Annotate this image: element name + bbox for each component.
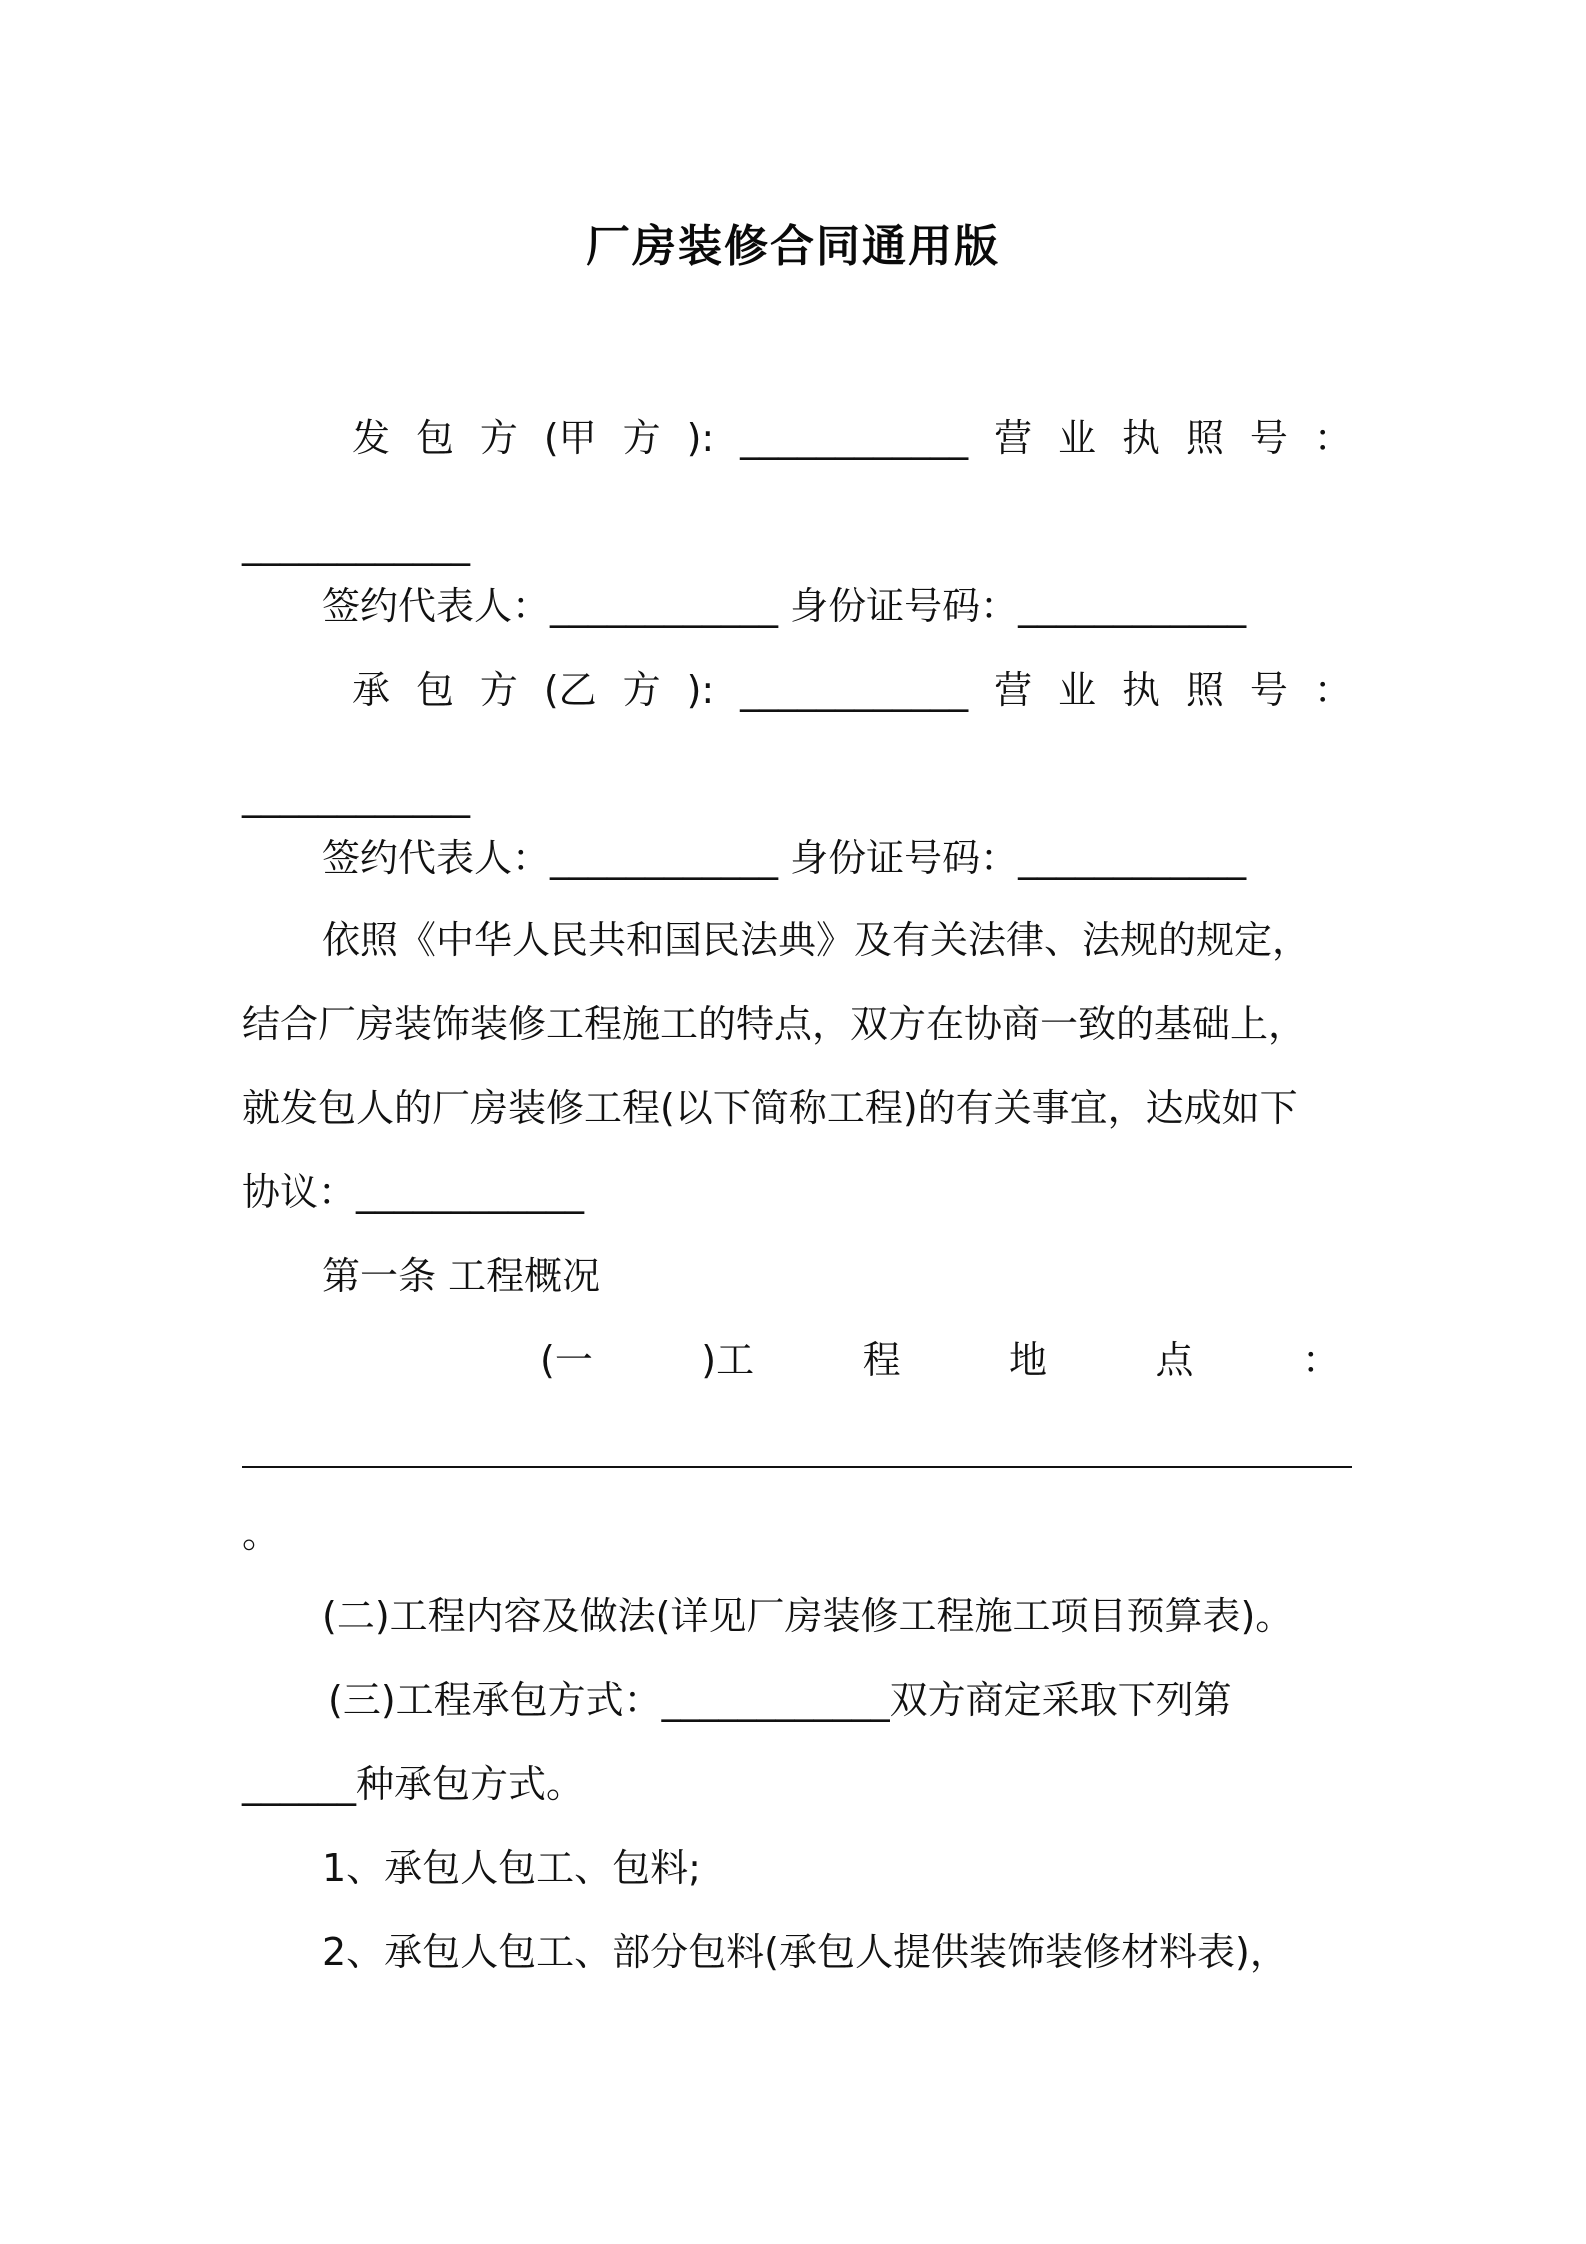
party-b-char: 方 bbox=[479, 668, 518, 712]
party-b-char: 号 bbox=[1249, 668, 1288, 712]
party-b-char: 包 bbox=[415, 668, 454, 712]
party-a-char: 方 bbox=[479, 416, 518, 460]
party-b-representative-line: 签约代表人：____________ 身份证号码：____________ bbox=[322, 836, 1247, 880]
party-a-representative-line: 签约代表人：____________ 身份证号码：____________ bbox=[322, 584, 1247, 628]
party-b-line bbox=[352, 664, 1352, 716]
party-a-char: 照 bbox=[1185, 416, 1224, 460]
party-a-char: 发 bbox=[352, 416, 391, 460]
party-a-char: ： bbox=[1313, 416, 1352, 460]
party-b-char: 照 bbox=[1185, 668, 1224, 712]
party-b-char: 承 bbox=[352, 668, 391, 712]
location-char: 点 bbox=[1155, 1338, 1194, 1382]
article-1-item-3-line-1: (三)工程承包方式：____________双方商定采取下列第 bbox=[328, 1678, 1232, 1722]
party-b-char: 执 bbox=[1122, 668, 1161, 712]
party-a-char: ): bbox=[686, 416, 715, 460]
document-title: 厂房装修合同通用版 bbox=[586, 221, 1000, 272]
location-char: )工 bbox=[701, 1338, 755, 1382]
article-1-item-2: (二)工程内容及做法(详见厂房装修工程施工项目预算表)。 bbox=[322, 1594, 1294, 1638]
party-a-line bbox=[352, 412, 1352, 464]
party-b-char: ): bbox=[686, 668, 715, 712]
party-a-char: 方 bbox=[622, 416, 661, 460]
location-char: ： bbox=[1301, 1338, 1340, 1382]
party-b-char: 业 bbox=[1058, 668, 1097, 712]
party-b-name-blank: ____________ bbox=[740, 668, 969, 712]
contract-option-2: 2、承包人包工、部分包料(承包人提供装饰装修材料表)， bbox=[322, 1930, 1288, 1974]
party-a-char: 营 bbox=[994, 416, 1033, 460]
party-a-name-blank: ____________ bbox=[740, 416, 969, 460]
party-b-char: (乙 bbox=[543, 668, 597, 712]
location-char: (一 bbox=[540, 1338, 593, 1382]
party-a-char: 包 bbox=[415, 416, 454, 460]
party-b-char: 方 bbox=[622, 668, 661, 712]
intro-line-4: 协议：____________ bbox=[242, 1170, 585, 1214]
party-a-char: 号 bbox=[1249, 416, 1288, 460]
contract-option-1: 1、承包人包工、包料; bbox=[322, 1846, 701, 1890]
party-a-char: 执 bbox=[1122, 416, 1161, 460]
intro-line-1: 依照《中华人民共和国民法典》及有关法律、法规的规定， bbox=[322, 918, 1311, 962]
party-a-char: 业 bbox=[1058, 416, 1097, 460]
party-b-char: ： bbox=[1313, 668, 1352, 712]
party-b-license-blank: ____________ bbox=[242, 774, 470, 818]
intro-line-2: 结合厂房装饰装修工程施工的特点，双方在协商一致的基础上， bbox=[242, 1002, 1307, 1046]
project-location-blank bbox=[242, 1466, 1352, 1468]
article-1-heading: 第一条 工程概况 bbox=[322, 1254, 601, 1298]
article-1-item-3-line-2: ______种承包方式。 bbox=[242, 1762, 585, 1806]
project-location-line bbox=[540, 1334, 1340, 1386]
party-b-char: 营 bbox=[994, 668, 1033, 712]
party-a-char: (甲 bbox=[543, 416, 597, 460]
location-char: 地 bbox=[1009, 1338, 1048, 1382]
project-location-end: 。 bbox=[242, 1512, 281, 1556]
intro-line-3: 就发包人的厂房装修工程(以下简称工程)的有关事宜，达成如下 bbox=[242, 1086, 1298, 1130]
party-a-license-blank: ____________ bbox=[242, 522, 470, 566]
location-char: 程 bbox=[862, 1338, 901, 1382]
